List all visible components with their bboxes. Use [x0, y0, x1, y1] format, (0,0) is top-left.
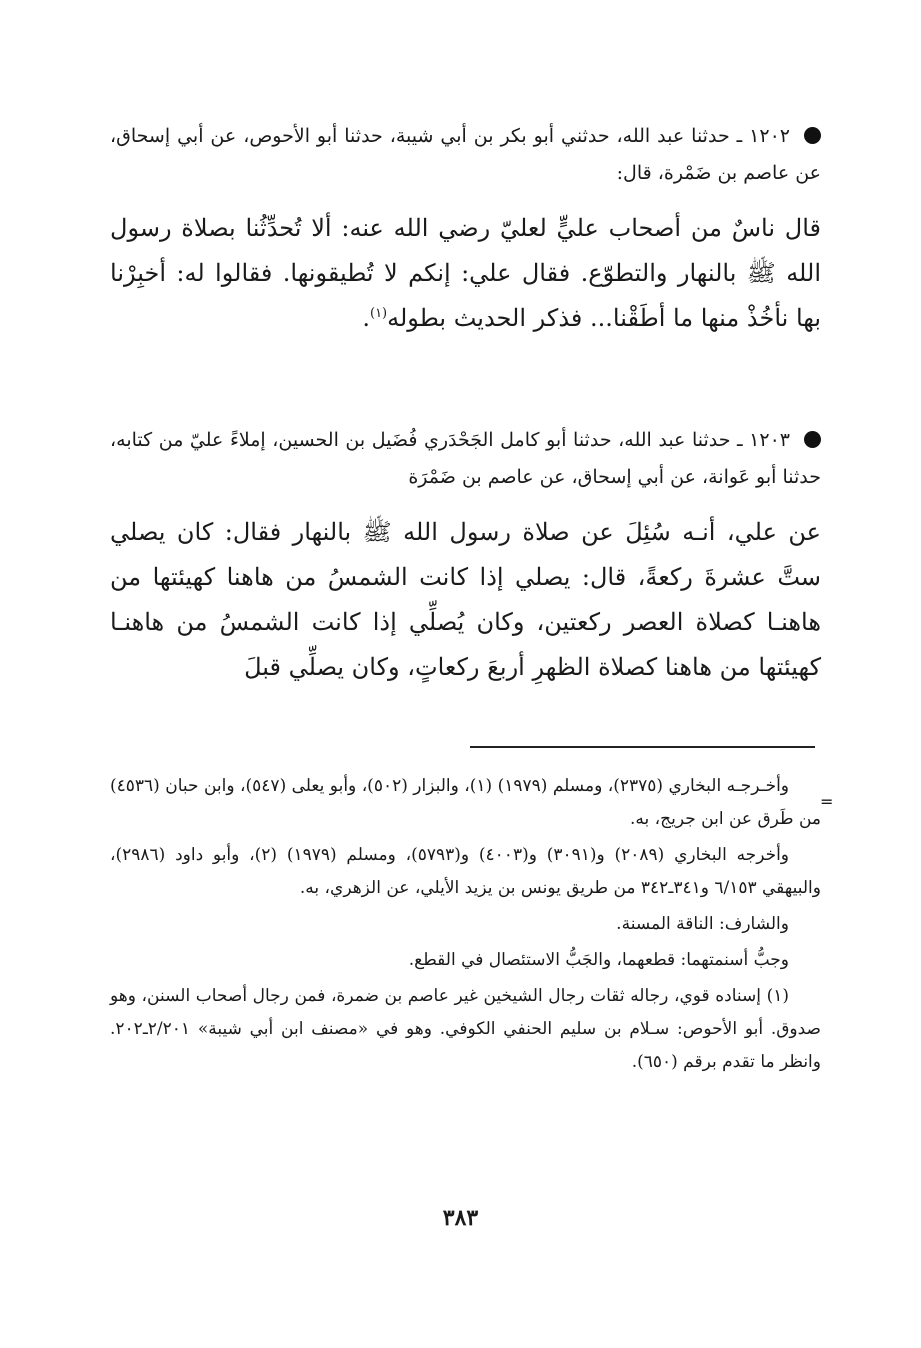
hadith-1202-text: قال ناسٌ من أصحاب عليٍّ لعليّ رضي الله عنه: ألا تُحدِّثُنا بصلاة رسول الله ﷺ بالنهار والتطوّع. فقال علي: إنكم لا تُطيقونها. فقالوا له: أخبِرْنا بها نأخُذْ منها ما أطَقْنا... فذكر الحديث بطوله$^{(١)}$.: [110, 214, 821, 332]
footnote-ref: (١): [369, 306, 388, 321]
footnote-line: وجبُّ أسنمتهما: قطعهما، والجَبُّ الاستئصال في القطع.: [408, 950, 789, 970]
hadith-1202-header: [110, 118, 821, 192]
hadith-1203-text: [110, 510, 821, 690]
footnote-separator: [470, 746, 815, 748]
hadith-1203-matn: عن علي، أنـه سُئِلَ عن صلاة رسول الله ﷺ بالنهار فقال: كان يصلي ستَّ عشرةَ ركعةً، قال: يصلي إذا كانت الشمسُ من هاهنا كهيئتها من هاهنـا كصلاة العصر ركعتين، وكان يُصلِّي إذا كانت الشمسُ من هاهنـا كهيئتها من هاهنا كصلاة الظهرِ أربعَ ركعاتٍ، وكان يصلِّي قبلَ: [110, 518, 821, 681]
hadith-1202-matn: قال ناسٌ من أصحاب عليٍّ لعليّ رضي الله عنه: ألا تُحدِّثُنا بصلاة رسول الله ﷺ بالنهار والتطوّع. فقال علي: إنكم لا تُطيقونها. فقالوا له: أخبِرْنا بها نأخُذْ منها ما أطَقْنا... فذكر الحديث بطوله: [110, 214, 821, 332]
hadith-1203-isnad: ١٢٠٣ ـ حدثنا عبد الله، حدثنا أبو كامل الجَحْدَري فُضَيل بن الحسين، إملاءً عليّ من كتابه، حدثنا أبو عَوانة، عن أبي إسحاق، عن عاصم بن ضَمْرَة: [110, 429, 821, 488]
bullet-icon: [804, 431, 821, 448]
footnote-line: والشارف: الناقة المسنة.: [616, 914, 789, 934]
hadith-1202-isnad: ١٢٠٢ ـ حدثنا عبد الله، حدثني أبو بكر بن أبي شيبة، حدثنا أبو الأحوص، عن أبي إسحاق، عن عاصم بن ضَمْرة، قال:: [110, 125, 821, 184]
footnotes: [110, 770, 821, 1082]
hadith-1203: [110, 422, 821, 690]
hadith-1202: [110, 118, 821, 341]
footnote-line: وأخـرجـه البخاري (٢٣٧٥)، ومسلم (١٩٧٩) (١)، والبزار (٥٠٢)، وأبو يعلى (٥٤٧)، وابن حبان (٤٥٣٦) من طَرق عن ابن جريج، به.: [110, 776, 821, 829]
hadith-1203-header: [110, 422, 821, 496]
bullet-icon: [804, 127, 821, 144]
footnote-line: وأخرجه البخاري (٢٠٨٩) و(٣٠٩١) و(٤٠٠٣) و(٥٧٩٣)، ومسلم (١٩٧٩) (٢)، وأبو داود (٢٩٨٦)، والبيهقي ٦/١٥٣ و٣٤١ـ٣٤٢ من طريق يونس بن يزيد الأيلي، عن الزهري، به.: [110, 845, 821, 898]
footnote-line: (١) إسناده قوي، رجاله ثقات رجال الشيخين غير عاصم بن ضمرة، فمن رجال أصحاب السنن، وهو صدوق. أبو الأحوص: سـلام بن سليم الحنفي الكوفي. وهو في «مصنف ابن أبي شيبة» ٢/٢٠١ـ٢٠٢. وانظر ما تقدم برقم (٦٥٠).: [110, 986, 821, 1072]
page-number: ٣٨٣: [442, 1205, 479, 1231]
continuation-mark: =: [820, 792, 834, 811]
